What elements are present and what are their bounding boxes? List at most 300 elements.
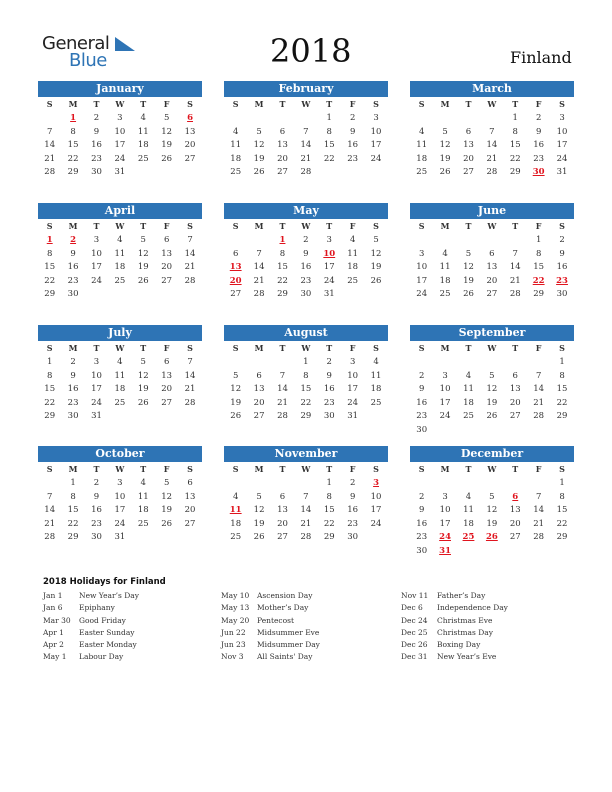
calendar-day: 15 xyxy=(67,505,79,516)
calendar-day: 9 xyxy=(70,248,76,259)
calendar-day: 23 xyxy=(347,518,359,529)
calendar-day: 24 xyxy=(91,275,102,286)
holiday-date-label: Nov 11 xyxy=(401,591,429,600)
calendar-day: 5 xyxy=(140,357,146,367)
calendar-day: 11 xyxy=(137,126,149,137)
weekday-label: S xyxy=(187,343,193,353)
calendar-day: 26 xyxy=(137,275,149,286)
calendar-day: 11 xyxy=(370,370,382,381)
holiday-row xyxy=(221,615,320,627)
calendar-day: 9 xyxy=(418,384,425,395)
calendar-day: 28 xyxy=(184,397,196,408)
calendar-day: 16 xyxy=(67,384,79,395)
weekday-label: W xyxy=(301,99,311,109)
calendar-day: 1 xyxy=(303,357,309,367)
weekday-label: W xyxy=(301,343,311,353)
calendar-day: 5 xyxy=(163,113,170,123)
calendar-day: 27 xyxy=(253,411,265,422)
calendar-day: 28 xyxy=(486,167,498,178)
calendar-day: 20 xyxy=(161,384,173,395)
calendar-day: 19 xyxy=(137,262,149,273)
calendar-day: 8 xyxy=(326,126,332,137)
calendar-day: 19 xyxy=(370,262,382,273)
calendar-day: 13 xyxy=(277,505,288,516)
calendar-day: 25 xyxy=(439,289,451,300)
calendar-day: 1 xyxy=(326,113,332,123)
weekday-label: S xyxy=(46,343,53,353)
calendar-day: 30 xyxy=(323,411,335,422)
calendar-day: 23 xyxy=(323,397,335,408)
weekday-label: S xyxy=(187,99,193,109)
holiday-date-label: Apr 2 xyxy=(43,640,64,650)
weekday-label: F xyxy=(349,221,356,231)
calendar-day: 4 xyxy=(373,357,379,367)
calendar-day: 19 xyxy=(230,397,242,408)
weekday-label: T xyxy=(465,343,472,353)
calendar-day: 17 xyxy=(91,262,102,273)
calendar-day: 22 xyxy=(323,518,335,529)
calendar-day: 22 xyxy=(556,397,568,408)
holiday-row xyxy=(221,590,320,602)
calendar-day: 28 xyxy=(300,167,312,178)
calendar-day: 2 xyxy=(93,113,100,123)
calendar-day: 12 xyxy=(137,248,149,259)
calendar-day: 8 xyxy=(279,248,286,259)
calendar-day: 26 xyxy=(161,153,173,164)
calendar-day: 12 xyxy=(253,505,265,516)
month-september xyxy=(410,325,574,438)
weekday-label: W xyxy=(487,221,497,231)
calendar-day: 31 xyxy=(347,411,359,422)
calendar-day: 24 xyxy=(91,397,102,408)
weekday-label: T xyxy=(93,343,100,353)
weekday-label: F xyxy=(535,464,542,474)
calendar-day: 13 xyxy=(184,126,196,137)
weekday-label: S xyxy=(418,99,425,109)
weekday-label: T xyxy=(465,99,472,109)
holiday-row xyxy=(401,627,508,639)
calendar-day: 2 xyxy=(93,478,100,488)
calendar-day: 21 xyxy=(184,262,196,273)
calendar-day: 26 xyxy=(253,167,265,178)
calendar-day: 20 xyxy=(509,397,521,408)
calendar-day: 27 xyxy=(463,167,474,178)
holiday-row xyxy=(43,602,139,614)
calendar-day: 10 xyxy=(556,126,568,137)
calendar-day: 25 xyxy=(463,411,474,422)
holiday-date: 1 xyxy=(46,235,53,245)
calendar-day: 11 xyxy=(347,248,359,259)
empty-cell xyxy=(247,356,270,370)
calendar-day: 27 xyxy=(277,532,288,543)
holiday-date-label: May 20 xyxy=(221,615,250,625)
calendar-day: 15 xyxy=(44,384,56,395)
calendar-day: 24 xyxy=(347,397,359,408)
holiday-name: Easter Sunday xyxy=(79,627,135,637)
weekday-label: M xyxy=(68,464,78,474)
calendar-day: 24 xyxy=(556,153,568,164)
holiday-date: 20 xyxy=(229,275,242,286)
empty-cell xyxy=(433,112,456,126)
calendar-day: 13 xyxy=(184,491,196,502)
calendar-day: 12 xyxy=(161,491,173,502)
calendar-day: 11 xyxy=(230,140,242,151)
calendar-day: 30 xyxy=(416,545,428,556)
empty-cell xyxy=(271,477,294,491)
calendar-day: 25 xyxy=(230,167,242,178)
weekday-label: F xyxy=(349,343,356,353)
weekday-label: M xyxy=(440,221,450,231)
month-header: August xyxy=(224,325,388,341)
calendar-day: 25 xyxy=(137,518,149,529)
calendar-day: 14 xyxy=(277,384,288,395)
weekday-label: M xyxy=(440,464,450,474)
calendar-day: 16 xyxy=(416,518,428,529)
calendar-day: 29 xyxy=(44,289,56,300)
empty-cell xyxy=(247,234,270,248)
calendar-day: 30 xyxy=(67,411,79,422)
calendar-day: 22 xyxy=(44,275,56,286)
weekday-label: S xyxy=(373,99,379,109)
calendar-day: 1 xyxy=(535,235,542,245)
calendar-day: 1 xyxy=(70,478,76,488)
calendar-day: 10 xyxy=(370,491,382,502)
calendar-day: 8 xyxy=(535,248,542,259)
calendar-day: 26 xyxy=(463,289,474,300)
weekday-label: S xyxy=(559,221,565,231)
calendar-day: 2 xyxy=(349,113,356,123)
calendar-day: 18 xyxy=(416,153,428,164)
calendar-day: 13 xyxy=(277,140,288,151)
weekday-label: S xyxy=(418,221,425,231)
calendar-day: 8 xyxy=(70,126,76,137)
month-header: January xyxy=(38,81,202,97)
calendar-day: 28 xyxy=(277,411,288,422)
empty-cell xyxy=(433,356,456,370)
weekday-label: T xyxy=(93,464,100,474)
calendar-day: 28 xyxy=(509,289,521,300)
weekday-label: S xyxy=(187,221,193,231)
calendar-day: 13 xyxy=(161,370,173,381)
calendar-day: 5 xyxy=(163,478,170,488)
holiday-date-label: May 10 xyxy=(221,591,250,600)
calendar-day: 19 xyxy=(439,153,451,164)
calendar-day: 21 xyxy=(277,397,288,408)
calendar-day: 17 xyxy=(439,518,451,529)
calendar-year: 2018 xyxy=(270,32,352,70)
calendar-day: 16 xyxy=(91,140,102,151)
calendar-day: 7 xyxy=(535,491,542,502)
weekday-label: T xyxy=(326,99,333,109)
calendar-day: 12 xyxy=(161,126,173,137)
weekday-label: T xyxy=(140,343,147,353)
calendar-day: 9 xyxy=(418,505,425,516)
weekday-label: S xyxy=(418,343,425,353)
calendar-day: 16 xyxy=(556,262,568,273)
calendar-day: 6 xyxy=(512,370,518,381)
empty-cell xyxy=(247,477,270,491)
empty-cell xyxy=(504,234,527,248)
holiday-date: 25 xyxy=(462,532,475,543)
holiday-name: New Year’s Day xyxy=(79,591,139,600)
calendar-day: 29 xyxy=(509,167,521,178)
empty-cell xyxy=(410,234,433,248)
calendar-day: 7 xyxy=(46,491,53,502)
holiday-name: Father’s Day xyxy=(437,591,486,600)
weekday-label: S xyxy=(46,464,53,474)
calendar-day: 13 xyxy=(509,384,521,395)
calendar-day: 15 xyxy=(323,505,335,516)
weekday-label: F xyxy=(535,221,542,231)
calendar-day: 15 xyxy=(277,262,288,273)
calendar-day: 31 xyxy=(556,167,568,178)
calendar-day: 5 xyxy=(465,248,472,259)
calendar-day: 28 xyxy=(184,275,196,286)
weekday-label: T xyxy=(279,221,286,231)
empty-cell xyxy=(433,234,456,248)
calendar-day: 27 xyxy=(486,289,498,300)
weekday-label: T xyxy=(326,343,333,353)
weekday-label: S xyxy=(232,221,239,231)
month-october xyxy=(38,446,202,545)
empty-cell xyxy=(457,112,480,126)
calendar-day: 30 xyxy=(347,532,359,543)
calendar-day: 21 xyxy=(509,275,521,286)
holiday-row xyxy=(401,639,508,651)
holiday-date: 2 xyxy=(70,235,77,245)
weekday-label: T xyxy=(326,464,333,474)
empty-cell xyxy=(527,356,550,370)
calendar-day: 21 xyxy=(253,275,265,286)
calendar-day: 4 xyxy=(465,491,472,502)
calendar-day: 28 xyxy=(533,411,545,422)
calendar-day: 19 xyxy=(253,518,265,529)
calendar-day: 24 xyxy=(370,153,382,164)
calendar-day: 8 xyxy=(559,370,565,381)
calendar-day: 30 xyxy=(416,424,428,435)
month-august xyxy=(224,325,388,424)
calendar-day: 27 xyxy=(184,518,196,529)
calendar-day: 27 xyxy=(509,411,521,422)
holiday-name: Christmas Day xyxy=(437,627,493,637)
weekday-label: T xyxy=(465,221,472,231)
holiday-name: Easter Monday xyxy=(79,640,137,650)
logo-text-general: General xyxy=(42,33,110,54)
calendar-day: 25 xyxy=(114,397,126,408)
weekday-label: W xyxy=(487,343,497,353)
holiday-date: 13 xyxy=(229,262,242,273)
calendar-day: 17 xyxy=(114,505,126,516)
calendar-day: 30 xyxy=(556,289,568,300)
weekday-label: S xyxy=(187,464,193,474)
calendar-day: 17 xyxy=(556,140,568,151)
calendar-day: 15 xyxy=(533,262,545,273)
empty-cell xyxy=(410,477,433,491)
calendar-day: 5 xyxy=(256,126,262,137)
calendar-day: 20 xyxy=(184,140,196,151)
calendar-day: 14 xyxy=(533,505,545,516)
calendar-day: 29 xyxy=(300,411,312,422)
weekday-label: T xyxy=(279,464,286,474)
calendar-day: 12 xyxy=(486,505,498,516)
calendar-day: 5 xyxy=(489,491,495,502)
calendar-day: 6 xyxy=(232,248,239,259)
month-header: October xyxy=(38,446,202,462)
calendar-day: 18 xyxy=(439,275,451,286)
month-header: December xyxy=(410,446,574,462)
calendar-day: 5 xyxy=(373,235,379,245)
empty-cell xyxy=(480,477,503,491)
weekday-label: F xyxy=(163,221,170,231)
weekday-label: F xyxy=(349,99,356,109)
holidays-column xyxy=(43,590,139,664)
calendar-day: 14 xyxy=(486,140,498,151)
calendar-day: 3 xyxy=(117,478,123,488)
month-grid xyxy=(224,341,388,424)
calendar-day: 11 xyxy=(439,262,451,273)
calendar-day: 7 xyxy=(46,126,53,137)
calendar-day: 1 xyxy=(46,357,53,367)
empty-cell xyxy=(410,356,433,370)
holiday-name: Ascension Day xyxy=(257,591,313,600)
calendar-day: 18 xyxy=(137,140,149,151)
month-february xyxy=(224,81,388,180)
calendar-day: 22 xyxy=(67,518,79,529)
holiday-row xyxy=(401,615,508,627)
weekday-label: S xyxy=(373,464,379,474)
calendar-day: 20 xyxy=(277,153,288,164)
calendar-day: 8 xyxy=(303,370,309,381)
calendar-day: 15 xyxy=(44,262,56,273)
weekday-label: T xyxy=(465,464,472,474)
weekday-label: M xyxy=(68,343,78,353)
calendar-day: 22 xyxy=(509,153,521,164)
calendar-day: 13 xyxy=(253,384,265,395)
calendar-day: 6 xyxy=(187,478,193,488)
calendar-day: 25 xyxy=(137,153,149,164)
calendar-day: 5 xyxy=(442,126,448,137)
calendar-day: 12 xyxy=(439,140,451,151)
calendar-day: 14 xyxy=(44,140,56,151)
calendar-day: 23 xyxy=(347,153,359,164)
weekday-label: T xyxy=(279,99,286,109)
calendar-day: 12 xyxy=(486,384,498,395)
weekday-label: M xyxy=(254,464,264,474)
calendar-day: 14 xyxy=(300,505,312,516)
calendar-day: 7 xyxy=(187,357,193,367)
holiday-date-label: Mar 30 xyxy=(43,615,71,625)
calendar-day: 24 xyxy=(370,518,382,529)
month-grid xyxy=(38,341,202,424)
calendar-day: 1 xyxy=(559,357,565,367)
empty-cell xyxy=(271,356,294,370)
calendar-day: 2 xyxy=(326,357,332,367)
month-header: February xyxy=(224,81,388,97)
weekday-label: W xyxy=(115,343,125,353)
weekday-label: T xyxy=(512,343,519,353)
empty-cell xyxy=(224,477,247,491)
calendar-day: 22 xyxy=(323,153,335,164)
month-may xyxy=(224,203,388,302)
calendar-day: 11 xyxy=(137,491,149,502)
calendar-day: 21 xyxy=(533,397,545,408)
holiday-date: 23 xyxy=(556,275,568,286)
holiday-name: Epiphany xyxy=(79,603,115,613)
logo-triangle-icon xyxy=(115,37,135,51)
weekday-label: W xyxy=(487,99,497,109)
holiday-date-label: Dec 31 xyxy=(401,652,428,662)
holiday-row xyxy=(221,651,320,663)
holiday-row xyxy=(43,639,139,651)
calendar-day: 27 xyxy=(161,275,173,286)
holiday-date-label: Dec 6 xyxy=(401,603,423,613)
calendar-day: 17 xyxy=(439,397,451,408)
calendar-day: 22 xyxy=(300,397,312,408)
calendar-day: 29 xyxy=(533,289,545,300)
weekday-label: T xyxy=(512,99,519,109)
calendar-day: 18 xyxy=(463,397,474,408)
weekday-label: S xyxy=(46,99,53,109)
calendar-day: 23 xyxy=(91,153,102,164)
calendar-day: 6 xyxy=(163,357,170,367)
empty-cell xyxy=(294,477,317,491)
holidays-column xyxy=(221,590,320,664)
empty-cell xyxy=(271,112,294,126)
calendar-day: 18 xyxy=(347,262,359,273)
calendar-day: 2 xyxy=(418,491,425,502)
calendar-day: 13 xyxy=(161,248,173,259)
month-grid xyxy=(410,462,574,559)
month-december xyxy=(410,446,574,559)
weekday-label: M xyxy=(254,221,264,231)
calendar-day: 17 xyxy=(370,505,382,516)
calendar-day: 17 xyxy=(114,140,126,151)
holiday-date: 22 xyxy=(532,275,545,286)
calendar-day: 3 xyxy=(442,370,448,381)
weekday-label: S xyxy=(373,221,379,231)
calendar-day: 15 xyxy=(509,140,521,151)
holiday-date: 31 xyxy=(439,545,451,556)
calendar-day: 19 xyxy=(137,384,149,395)
calendar-day: 4 xyxy=(232,491,239,502)
calendar-day: 9 xyxy=(326,370,332,381)
calendar-day: 22 xyxy=(277,275,288,286)
calendar-day: 7 xyxy=(512,248,518,259)
holiday-name: All Saints' Day xyxy=(257,652,313,662)
holiday-row xyxy=(43,615,139,627)
weekday-label: M xyxy=(440,99,450,109)
calendar-day: 10 xyxy=(91,248,102,259)
calendar-day: 20 xyxy=(463,153,474,164)
calendar-day: 8 xyxy=(70,491,76,502)
calendar-day: 13 xyxy=(486,262,498,273)
month-grid xyxy=(410,219,574,302)
calendar-day: 29 xyxy=(67,532,79,543)
calendar-day: 21 xyxy=(300,518,312,529)
calendar-day: 24 xyxy=(323,275,335,286)
calendar-day: 12 xyxy=(370,248,382,259)
calendar-day: 11 xyxy=(463,384,474,395)
holiday-row xyxy=(401,590,508,602)
holiday-date: 1 xyxy=(279,235,286,245)
weekday-label: F xyxy=(349,464,356,474)
calendar-day: 14 xyxy=(184,370,196,381)
calendar-day: 5 xyxy=(489,370,495,381)
holiday-date-label: May 1 xyxy=(43,652,67,662)
logo-text-blue: Blue xyxy=(69,50,107,71)
month-header: March xyxy=(410,81,574,97)
calendar-day: 20 xyxy=(486,275,498,286)
